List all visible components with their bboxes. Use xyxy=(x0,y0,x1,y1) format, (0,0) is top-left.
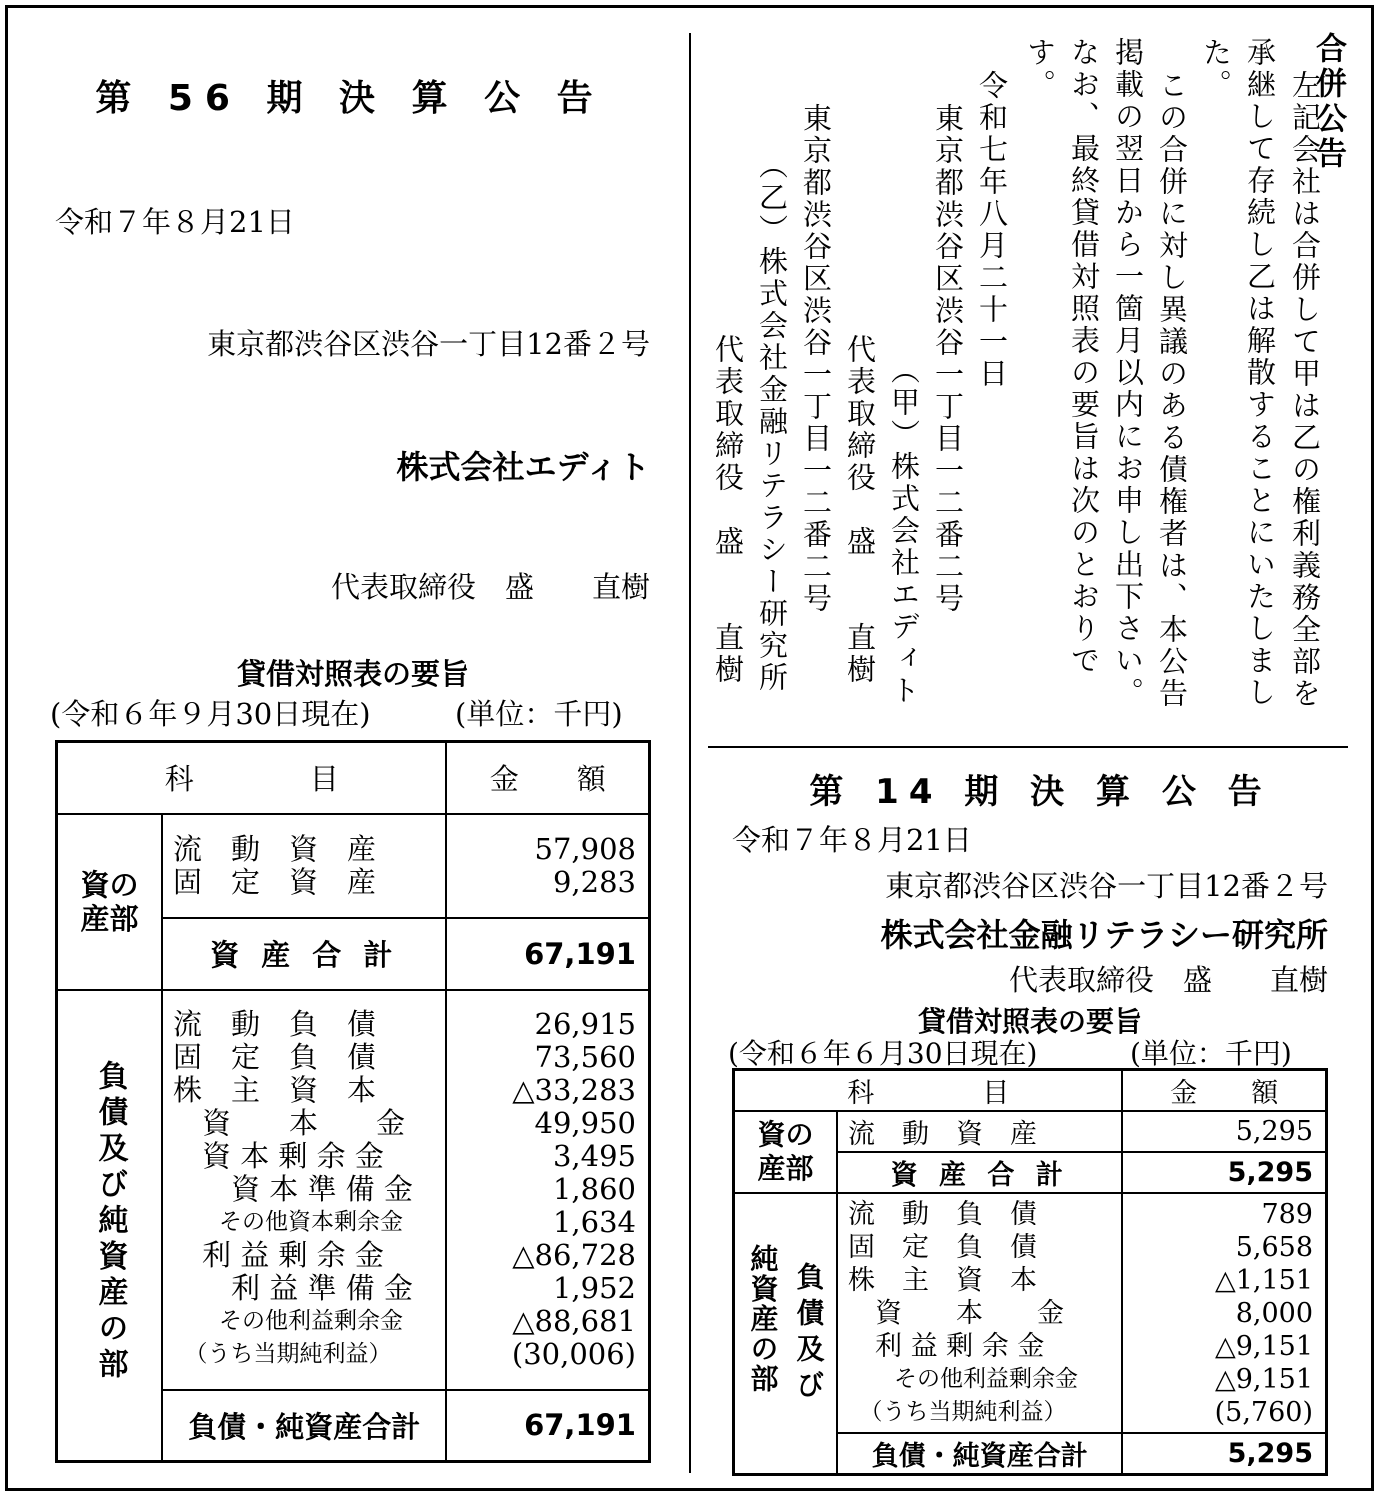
item-column-header: 科 目 xyxy=(57,742,447,814)
liability-item-value: △33,283 xyxy=(512,1073,636,1107)
liability-item-value: 1,952 xyxy=(552,1271,636,1305)
merger-body-line: 左記会社は合併して甲は乙の権利義務全部を xyxy=(1288,70,1322,710)
asset-item-value: 5,295 xyxy=(1122,1111,1326,1152)
liability-item-name: 株 主 資 本 xyxy=(848,1264,1038,1296)
liability-item-name: その他利益剰余金 xyxy=(848,1365,1079,1392)
merger-b-company: （乙）株式会社金融リテラシー研究所 xyxy=(755,150,789,694)
liability-item-value: 8,000 xyxy=(1235,1297,1313,1329)
liability-item-value: (5,760) xyxy=(1214,1396,1313,1428)
liability-item-name: 利 益 準 備 金 xyxy=(173,1271,413,1305)
liabilities-total-label: 負債・純資産合計 xyxy=(837,1433,1122,1475)
merger-a-address: 東京都渋谷区渋谷一丁目一二番二号 xyxy=(931,103,965,615)
liability-item-value: 73,560 xyxy=(534,1040,636,1074)
liability-item-name: 利 益 剰 余 金 xyxy=(173,1238,384,1272)
asset-item-name: 流 動 資 産 xyxy=(173,831,377,866)
liabilities-total-value: 67,191 xyxy=(524,1408,636,1443)
merger-notice-title: 合併公告 xyxy=(1310,32,1346,172)
left-balance-sheet xyxy=(55,740,651,1463)
liability-item-name: 利 益 剰 余 金 xyxy=(848,1330,1045,1362)
liabilities-section-label xyxy=(57,990,163,1462)
right-bs-date: (令和６年６月30日現在) xyxy=(728,1037,1038,1070)
liability-item-name: 資 本 剰 余 金 xyxy=(173,1139,384,1173)
asset-item-name: 流 動 資 産 xyxy=(837,1111,1122,1152)
liability-item-value: 26,915 xyxy=(534,1007,636,1041)
asset-item-name: 固 定 資 産 xyxy=(173,864,377,899)
liability-item-value: 5,658 xyxy=(1235,1231,1313,1263)
liability-item-value: △9,151 xyxy=(1214,1363,1313,1395)
right-representative: 代表取締役 盛 直樹 xyxy=(1008,963,1328,997)
left-notice-title: 第 56 期 決 算 公 告 xyxy=(95,78,605,119)
left-representative: 代表取締役 盛 直樹 xyxy=(330,570,650,604)
left-company-name: 株式会社エディト xyxy=(396,448,650,486)
left-bs-date: (令和６年９月30日現在) xyxy=(50,697,371,731)
liability-item-name: （うち当期純利益） xyxy=(173,1341,392,1367)
liability-item-value: △88,681 xyxy=(512,1304,636,1338)
merger-body-line: なお、最終貸借対照表の要旨は次のとおりで xyxy=(1067,37,1101,677)
left-date: 令和７年８月21日 xyxy=(55,205,295,239)
liability-item-name: 資 本 金 xyxy=(848,1297,1065,1329)
liabilities-items xyxy=(162,990,446,1390)
assets-total-value: 5,295 xyxy=(1122,1152,1326,1193)
assets-section-label: 資の 産部 xyxy=(57,814,163,990)
assets-section-label: 資の 産部 xyxy=(734,1111,838,1193)
liability-item-name: 流 動 負 債 xyxy=(173,1007,377,1041)
liability-item-name: （うち当期純利益） xyxy=(848,1398,1067,1425)
merger-body-line: た。 xyxy=(1199,37,1233,101)
merger-a-company: （甲）株式会社エディト xyxy=(887,355,921,707)
assets-items xyxy=(162,814,446,918)
liabilities-section-label-text: 負債及び純資産の部 xyxy=(92,1059,128,1384)
right-bs-title: 貸借対照表の要旨 xyxy=(917,1005,1142,1038)
liabilities-values xyxy=(446,990,649,1390)
vertical-divider xyxy=(689,33,691,1473)
liabilities-section-label-col1: 負債及び xyxy=(792,1261,826,1406)
merger-a-representative: 代表取締役 盛 直樹 xyxy=(843,334,877,686)
liabilities-section-label-col2: 純資産の部 xyxy=(746,1243,780,1394)
liability-item-value: 789 xyxy=(1261,1198,1313,1230)
asset-item-value: 57,908 xyxy=(534,831,636,866)
assets-values xyxy=(446,814,649,918)
liabilities-section-label xyxy=(734,1193,838,1475)
right-balance-sheet xyxy=(732,1068,1328,1476)
left-address: 東京都渋谷区渋谷一丁目12番２号 xyxy=(207,327,650,361)
liabilities-values xyxy=(1122,1193,1326,1433)
liability-item-value: 49,950 xyxy=(534,1106,636,1140)
liability-item-value: 1,634 xyxy=(552,1205,636,1239)
item-column-header: 科 目 xyxy=(734,1070,1123,1112)
right-address: 東京都渋谷区渋谷一丁目12番２号 xyxy=(885,869,1328,903)
liabilities-items xyxy=(837,1193,1122,1433)
merger-body-line: 掲載の翌日から一箇月以内にお申し出下さい。 xyxy=(1111,37,1145,709)
merger-body-line: この合併に対し異議のある債権者は、本公告 xyxy=(1155,70,1189,710)
liability-item-name: 流 動 負 債 xyxy=(848,1198,1038,1230)
liability-item-name: 固 定 負 債 xyxy=(848,1231,1038,1263)
liability-item-value: △1,151 xyxy=(1214,1264,1313,1296)
liability-item-value: 1,860 xyxy=(552,1172,636,1206)
merger-date: 令和七年八月二十一日 xyxy=(975,70,1009,390)
liability-item-name: その他資本剰余金 xyxy=(173,1209,404,1235)
liability-item-name: 固 定 負 債 xyxy=(173,1040,377,1074)
merger-body-line: 承継して存続し乙は解散することにいたしまし xyxy=(1243,37,1277,709)
right-date: 令和７年８月21日 xyxy=(732,823,972,857)
assets-total-label: 資 産 合 計 xyxy=(837,1152,1122,1193)
liability-item-value: △86,728 xyxy=(512,1238,636,1272)
liability-item-value: 3,495 xyxy=(552,1139,636,1173)
liability-item-value: △9,151 xyxy=(1214,1330,1313,1362)
left-bs-unit: (単位：千円) xyxy=(455,697,623,731)
horizontal-divider xyxy=(708,746,1348,748)
merger-b-representative: 代表取締役 盛 直樹 xyxy=(711,334,745,686)
liability-item-name: 資 本 準 備 金 xyxy=(173,1172,413,1206)
merger-body-line: す。 xyxy=(1023,37,1057,101)
assets-total-value: 67,191 xyxy=(446,918,649,990)
liability-item-name: 株 主 資 本 xyxy=(173,1073,377,1107)
amount-column-header: 金 額 xyxy=(446,742,649,814)
liability-item-value: (30,006) xyxy=(511,1337,636,1371)
right-company-name: 株式会社金融リテラシー研究所 xyxy=(880,916,1328,954)
right-bs-unit: (単位：千円) xyxy=(1130,1037,1292,1070)
liabilities-total-value: 5,295 xyxy=(1227,1438,1313,1469)
liability-item-name: 資 本 金 xyxy=(173,1106,406,1140)
liabilities-total-label: 負債・純資産合計 xyxy=(162,1390,446,1462)
asset-item-value: 9,283 xyxy=(552,864,636,899)
liability-item-name: その他利益剰余金 xyxy=(173,1308,404,1334)
merger-b-address: 東京都渋谷区渋谷一丁目一二番二号 xyxy=(799,103,833,615)
assets-total-label: 資 産 合 計 xyxy=(162,918,446,990)
left-bs-title: 貸借対照表の要旨 xyxy=(236,657,469,691)
right-notice-title: 第 14 期 決 算 公 告 xyxy=(809,772,1272,812)
amount-column-header: 金 額 xyxy=(1122,1070,1326,1112)
